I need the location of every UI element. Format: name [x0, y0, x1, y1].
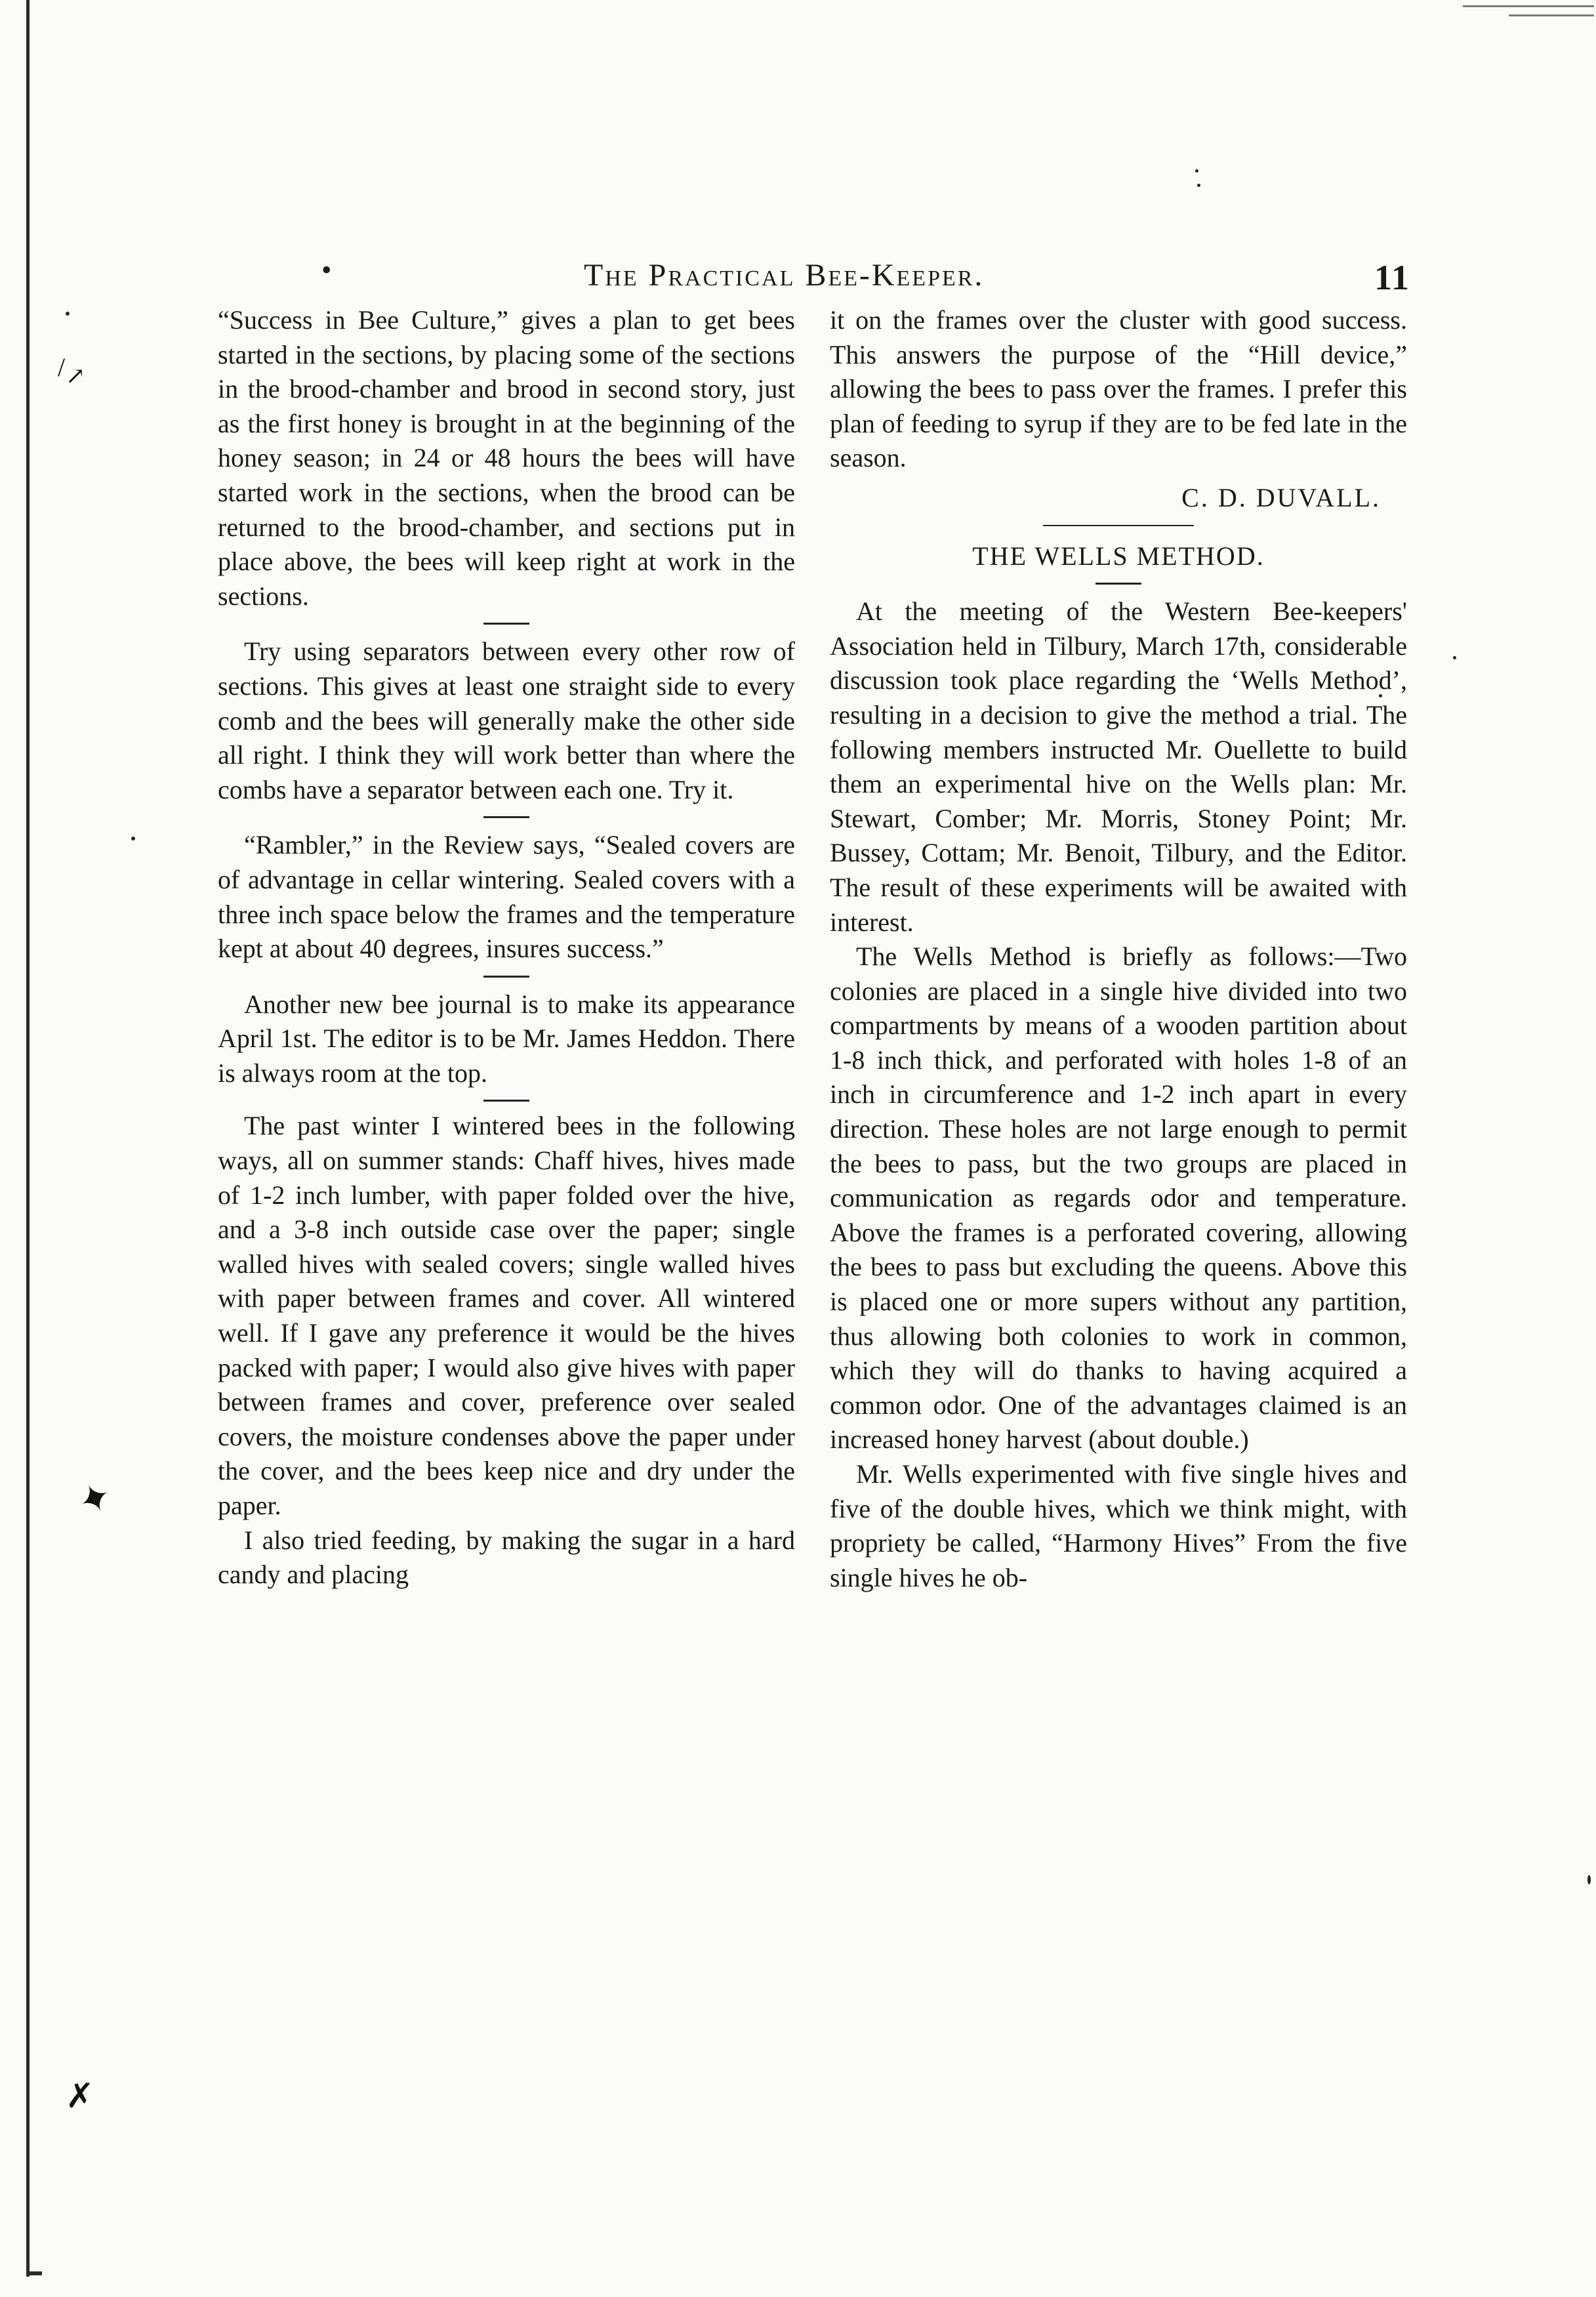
paragraph: The past winter I wintered bees in the following ways, all on summer stands: Chaff hives, hives made of 1-2 inch lumber, with paper folded over the hive, and a 3-8 inch outside case over the paper; single walled hives with sealed covers; single walled hives with paper between frames and cover. All wintered well. If I gave any preference it would be the hives packed with paper; I would also give hives with paper between frames and cover, preference over sealed covers, the moisture condenses above the paper under the cover, and the bees keep nice and dry under the paper.	[218, 1111, 795, 1520]
page-binding-foot	[26, 2271, 42, 2275]
separator-rule	[830, 573, 1407, 594]
corner-rule-second	[1509, 14, 1594, 16]
separator-rule	[218, 613, 795, 634]
paragraph: Mr. Wells experimented with five single hives and five of the double hives, which we think might, with propriety be called, “Harmony Hives” From the five single hives he ob-	[830, 1459, 1407, 1592]
ink-speck	[1195, 169, 1198, 173]
ink-blot-mark: /	[58, 352, 66, 382]
journal-title: The Practical Bee-Keeper.	[584, 258, 985, 293]
paragraph: Try using separators between every other row of sections. This gives at least one straight side to every comb and the bees will generally make the other side all right. I think they will work better than where the combs have a separator between each one. Try it.	[218, 636, 795, 804]
ink-blot-mark: ✗	[66, 2078, 94, 2115]
ink-speck	[1197, 184, 1200, 187]
separator-rule	[218, 966, 795, 987]
ink-blot-mark: ✦	[71, 1472, 119, 1526]
running-header	[216, 254, 1410, 297]
ink-blot-mark: ↗	[66, 363, 86, 389]
page-number: 11	[1374, 258, 1410, 297]
page-binding-edge	[26, 0, 30, 2277]
paragraph: “Rambler,” in the Review says, “Sealed covers are of advantage in cellar wintering. Sealed covers with a three inch space below the frames and the temperature kept at about 40 degrees, insures success.”	[218, 830, 795, 964]
paragraph: Another new bee journal is to make its appearance April 1st. The editor is to be Mr. James Heddon. There is always room at the top.	[218, 989, 795, 1088]
paragraph-continued: it on the frames over the cluster with good success. This answers the purpose of the “Hill device,” allowing the bees to pass over the frames. I prefer this plan of feeding to syrup if they are to be fed late in the season.	[830, 305, 1407, 473]
separator-space	[218, 1090, 795, 1109]
ink-speck	[1587, 1875, 1591, 1884]
author-signature: C. D. DUVALL.	[1181, 482, 1381, 512]
paragraph: The Wells Method is briefly as follows:—Two colonies are placed in a single hive divided into two compartments by means of a wooden partition about 1-8 inch thick, and perforated with holes 1-8 of an inch in circumference and 1-2 inch apart in every direction. These holes are not large enough to permit the bees to pass, but the two groups are placed in communication as regards odor and temperature. Above the frames is a perforated covering, allowing the bees to pass but excluding the queens. Above this is placed one or more supers without any partition, thus allowing both colonies to work in common, which they will do thanks to having acquired a common odor. One of the advantages claimed is an increased honey harvest (about double.)	[830, 942, 1407, 1455]
corner-rule-top	[1463, 5, 1594, 7]
ink-speck	[131, 837, 135, 840]
ink-speck	[1453, 656, 1456, 659]
paragraph: I also tried feeding, by making the sugar in a hard candy and placing	[218, 1525, 795, 1590]
left-column	[218, 303, 795, 1592]
section-heading: THE WELLS METHOD.	[972, 541, 1265, 571]
paragraph: “Success in Bee Culture,” gives a plan to get bees started in the sections, by placing some of the sections in the brood-chamber and brood in second story, just as the first honey is brought in at the beginning of the honey season; in 24 or 48 hours the bees will have started work in the sections, when the brood can be returned to the brood-chamber, and sections put in place above, the bees will keep right at work in the sections.	[218, 305, 795, 611]
right-column	[830, 303, 1407, 1595]
header-dot: •	[321, 254, 333, 286]
ink-speck	[66, 312, 70, 316]
separator-rule	[830, 516, 1407, 537]
separator-rule	[218, 807, 795, 828]
paragraph: At the meeting of the Western Bee-keepers' Association held in Tilbury, March 17th, considerable discussion took place regarding the ‘Wells Method’, resulting in a decision to give the method a trial. The following members instructed Mr. Ouellette to build them an experimental hive on the Wells plan: Mr. Stewart, Comber; Mr. Morris, Stoney Point; Mr. Bussey, Cottam; Mr. Benoit, Tilbury, and the Editor. The result of these experiments will be awaited with interest.	[830, 596, 1407, 937]
